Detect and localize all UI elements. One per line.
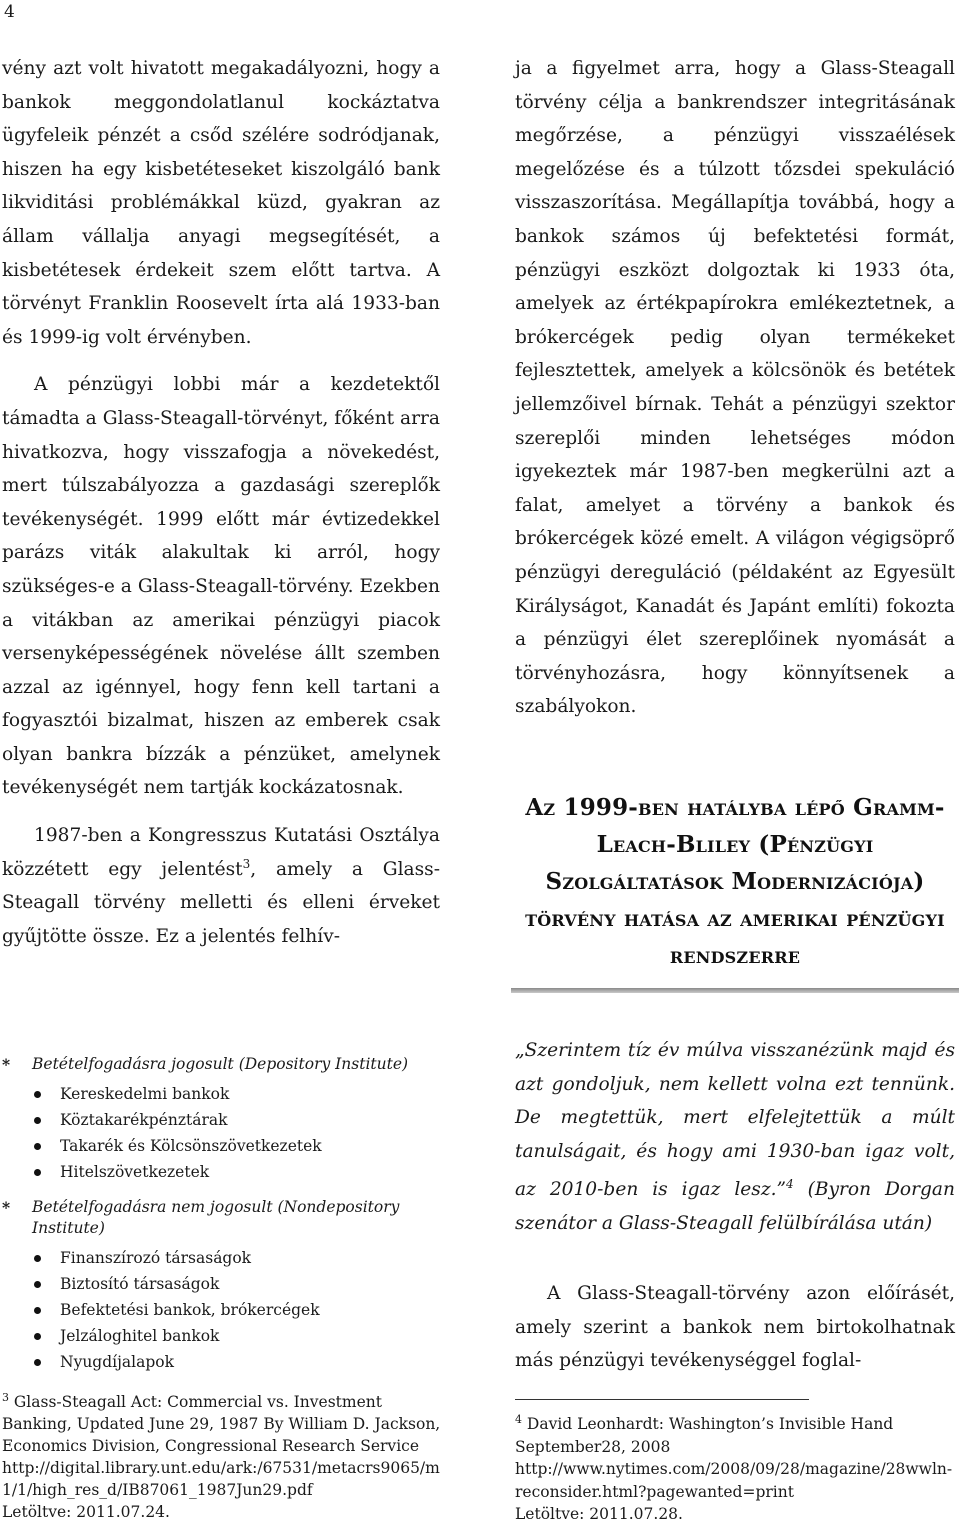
list-item: Kereskedelmi bankok (2, 1081, 442, 1107)
quote-text: „Szerintem tíz év múlva visszanézünk majd és azt gondoljuk, nem kellett volna ezt tennünk. De megtettük, mert elfelejtettük a múlt tanulságait, és hogy ami 1930-ban igaz volt, az 2010-ben is igaz lesz.” (515, 1040, 955, 1201)
body-paragraph: ja a figyelmet arra, hogy a Glass-Steagall törvény célja a bankrendszer integritásának megőrzése, a pénzügyi visszaélések megelőzése és a túlzott tőzsdei spekuláció visszaszorítása. Megállapítja továbbá, hogy a bankok számos új befektetési formát, pénzügyi eszközt dolgoztak ki 1933 óta, amelyek az értékpapírokra emlékeztetnek, a brókercégek pedig olyan termékeket fejlesztettek, amelyek a kölcsönök és betétek jellemzőivel bírnak. Tehát a pénzügyi szektor szereplői minden lehetséges módon igyekeztek már 1987-ben megkerülni azt a falat, amelyet a törvény a bankok és brókercégek közé emelt. A világon végigsöprő pénzügyi dereguláció (példaként az Egyesült Királyságot, Kanadát és Japánt említi) fokozta a pénzügyi élet szereplőinek nyomását a törvényhozásra, hogy könnyítsenek a szabályokon. (515, 58, 955, 718)
body-paragraph: A Glass-Steagall-törvény azon előírásét, amely szerint a bankok nem birtokolhatnak más pénzügyi tevékenységgel foglal- (515, 1283, 955, 1372)
footnote-text: Glass-Steagall Act: Commercial vs. Investment Banking, Updated June 29, 1987 By William D. Jackson, Economics Division, Congressional Research Service (2, 1393, 441, 1456)
right-column (515, 52, 955, 724)
footnote-reference[interactable]: 4 (786, 1177, 794, 1192)
footnote-date: September28, 2008 (515, 1437, 671, 1456)
depository-list (2, 1081, 442, 1185)
paragraph-text: , amely a Glass-Steagall törvény melletti és elleni érveket gyűjtötte össze. Ez a jelentés felhív- (2, 858, 440, 947)
footnote-reference[interactable]: 3 (242, 856, 251, 871)
page-number: 4 (4, 2, 15, 22)
footnote-4 (515, 1409, 955, 1526)
nondepository-list (2, 1245, 442, 1375)
list-item: Befektetési bankok, brókercégek (2, 1297, 442, 1323)
footnote-number: 4 (515, 1413, 522, 1426)
nondepository-category (2, 1197, 442, 1239)
footnote-accessed: Letöltve: 2011.07.24. (2, 1503, 170, 1522)
list-item: Takarék és Kölcsönszövetkezetek (2, 1133, 442, 1159)
footnote-text: David Leonhardt: Washington’s Invisible Hand (522, 1415, 894, 1434)
paragraph-text: 1987-ben a Kongresszus Kutatási Osztálya közzétett egy jelentést (2, 825, 440, 880)
list-item: Nyugdíjalapok (2, 1349, 442, 1375)
footnote-3 (2, 1387, 442, 1523)
body-paragraph: vény azt volt hivatott megakadályozni, hogy a bankok meggondolatlanul kockáztatva ügyfeleik pénzét a csőd szélére sodródjanak, hiszen ha egy kisbetéteseket kiszolgáló bank likviditási problémákkal küzd, gyakran az állam vállalja anyagi megsegítését, a kisbetétesek érdekeit szem előtt tartva. A törvényt Franklin Roosevelt írta alá 1933-ban és 1999-ig volt érvényben. (2, 58, 440, 348)
category-title: Betételfogadásra jogosult (Depository Institute) (32, 1055, 409, 1073)
depository-category (2, 1054, 442, 1075)
right-bottom-text (515, 1277, 955, 1378)
footnote-divider (515, 1399, 809, 1400)
footnote-number: 3 (2, 1391, 9, 1404)
list-item: Biztosító társaságok (2, 1271, 442, 1297)
left-column (2, 52, 440, 953)
list-item: Jelzáloghitel bankok (2, 1323, 442, 1349)
list-item: Köztakarékpénztárak (2, 1107, 442, 1133)
category-title: Betételfogadásra nem jogosult (Nondepository Institute) (32, 1198, 400, 1237)
footnote-url[interactable]: http://www.nytimes.com/2008/09/28/magazine/28wwln-reconsider.html?pagewanted=print (515, 1460, 953, 1501)
footnotes-left (2, 1054, 442, 1523)
section-heading: Az 1999-ben hatályba lépő Gramm-Leach-Bliley (Pénzügyi Szolgáltatások Modernizációja) törvény hatása az amerikai pénzügyi rendszerre (510, 789, 960, 993)
asterisk-marker: * (2, 1055, 11, 1074)
asterisk-marker: * (2, 1198, 11, 1217)
body-paragraph (2, 819, 440, 953)
quote-attribution: (Byron Dorgan szenátor a Glass-Steagall felülbírálása után) (515, 1179, 955, 1235)
footnote-accessed: Letöltve: 2011.07.28. (515, 1505, 683, 1524)
body-paragraph: A pénzügyi lobbi már a kezdetektől támadta a Glass-Steagall-törvényt, főként arra hivatkozva, hogy visszafogja a növekedést, mert túlszabályozza a gazdasági szereplők tevékenységét. 1999 előtt már évtizedekkel parázs viták alakultak ki arról, hogy szükséges-e a Glass-Steagall-törvény. Ezekben a vitákban az amerikai pénzügyi piacok versenyképességének növelése állt szemben azzal az igénnyel, hogy fenn kell tartani a fogyasztói bizalmat, hiszen az emberek csak olyan bankra bízzák a pénzüket, amelynek tevékenységét nem tartják kockázatosnak. (2, 374, 440, 799)
list-item: Hitelszövetkezetek (2, 1159, 442, 1185)
list-item: Finanszírozó társaságok (2, 1245, 442, 1271)
footnote-url[interactable]: http://digital.library.unt.edu/ark:/67531/metacrs9065/m1/1/high_res_d/IB87061_1987Jun29.pdf (2, 1459, 440, 1500)
quote-block (515, 1034, 955, 1241)
